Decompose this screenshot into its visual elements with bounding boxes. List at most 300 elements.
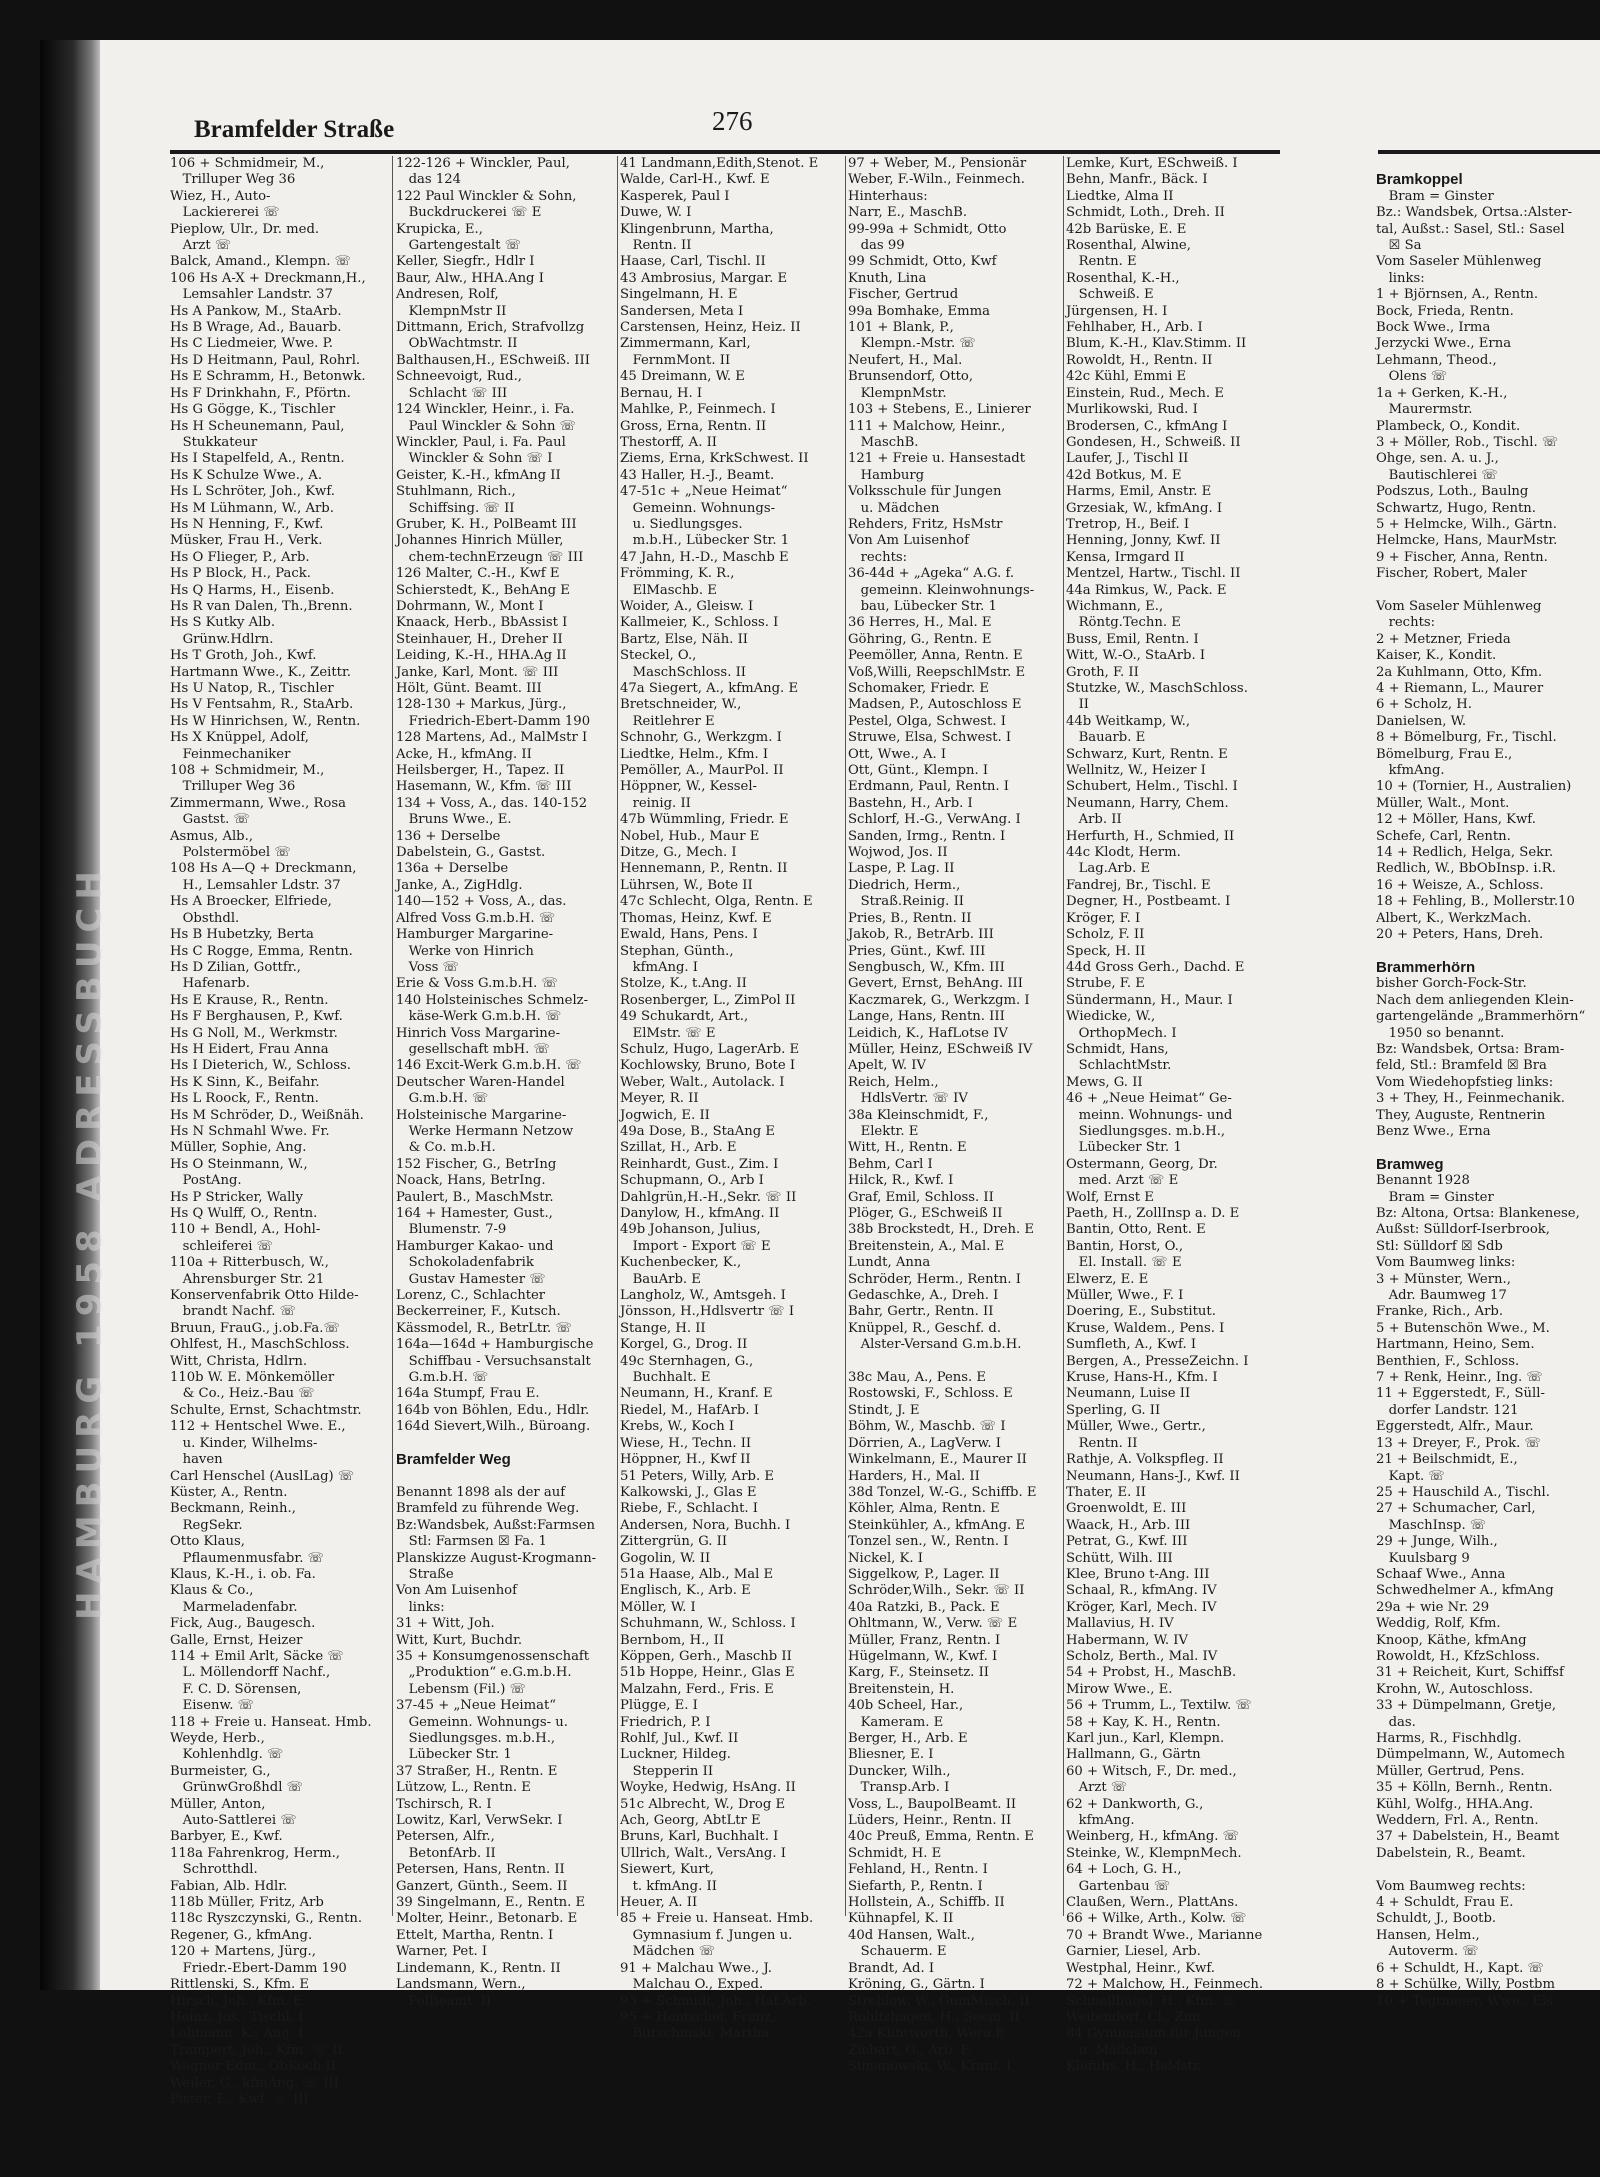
directory-entry: Schiffbau - Versuchsanstalt [396,1353,591,1369]
directory-entry: Hs F Berghausen, P., Kwf. [170,1009,343,1025]
directory-entry: Jakob, R., BetrArb. III [848,927,994,943]
directory-entry: Bernau, H. I [620,385,703,401]
directory-entry: Elektr. E [848,1123,919,1139]
directory-entry: Olens ☏ [1376,369,1448,385]
directory-entry: Behm, Carl I [848,1156,933,1172]
directory-entry: Kaczmarek, G., Werkzgm. I [848,992,1030,1008]
street-heading: Bramkoppel [1376,171,1463,189]
directory-entry: Von Am Luisenhof [848,533,970,549]
directory-entry: Berger, H., Arb. E [848,1731,968,1746]
directory-entry: Danielsen, W. [1376,713,1467,729]
directory-entry: Barbyer, E., Kwf. [170,1829,283,1845]
directory-entry: Schlacht ☏ III [396,385,508,401]
directory-entry: 124 Winckler, Heinr., i. Fa. [396,402,575,418]
directory-entry: Kohlenhdlg. ☏ [170,1747,284,1763]
directory-entry: Schwartz, Hugo, Rentn. [1376,500,1536,516]
directory-entry: 6 + Scholz, H. [1376,697,1472,713]
directory-entry: tal, Außst.: Sasel, Stl.: Sasel [1376,221,1565,237]
directory-entry: meinn. Wohnungs- und [1066,1107,1233,1123]
directory-entry: Ohge, sen. A. u. J., [1376,451,1499,467]
directory-entry: 111 + Malchow, Heinr., [848,418,1006,434]
directory-entry: Schauerm. E [848,1944,947,1960]
directory-entry: Lange, Hans, Rentn. III [848,1009,1005,1025]
directory-entry: Grünw.Hdlrn. [170,631,274,647]
directory-entry: Gruber, K. H., PolBeamt III [396,516,577,532]
directory-entry: Höppner, H., Kwf II [620,1452,751,1468]
directory-entry: Transp.Arb. I [848,1780,950,1796]
directory-entry: Einstein, Rud., Mech. E [1066,385,1224,401]
directory-entry: Gymnasium f. Jungen u. [620,1927,793,1943]
directory-entry: Stuhlmann, Rich., [396,484,516,500]
directory-entry: Herfurth, H., Schmied, II [1066,828,1235,844]
directory-entry: Kröning, G., Gärtn. I [848,1977,985,1993]
directory-entry: Hs O Flieger, P., Arb. [170,549,310,565]
directory-entry: Lüders, Heinr., Rentn. II [848,1813,1012,1829]
directory-entry: Duwe, W. I [620,205,692,221]
directory-entry: Siefarth, P., Rentn. I [848,1878,983,1894]
directory-entry: Fehlhaber, H., Arb. I [1066,320,1203,336]
directory-entry: rechts: [848,549,908,565]
directory-entry: Kühnapfel, K. II [848,1911,954,1927]
directory-entry: Mallavius, H. IV [1066,1616,1174,1632]
directory-entry: Steinhauer, H., Dreher II [396,631,563,647]
directory-entry: Pieplow, Ulr., Dr. med. [170,221,320,237]
directory-entry: med. Arzt ☏ E [1066,1173,1179,1189]
directory-entry: Winckler & Sohn ☏ I [396,451,553,467]
directory-entry: Mädchen ☏ [620,1944,716,1960]
directory-entry: Neufert, H., Mal. [848,352,963,368]
directory-entry: Import - Export ☏ E [620,1238,771,1254]
column-divider [617,156,618,1916]
directory-entry: Benthien, F., Schloss. [1376,1353,1520,1369]
directory-column-6 [1376,156,1600,2009]
directory-entry: FernmMont. II [620,352,731,368]
right-column-rule [1378,150,1600,154]
directory-entry: Arb. II [1066,812,1122,828]
directory-entry: 140 Holsteinisches Schmelz- [396,992,589,1008]
directory-entry: 41 Landmann,Edith,Stenot. E [620,156,819,171]
directory-entry: Breitenstein, A., Mal. E [848,1238,1005,1254]
directory-entry: 13 + Dreyer, F., Prok. ☏ [1376,1435,1542,1451]
directory-entry: Lübecker Str. 1 [1066,1140,1182,1156]
directory-entry: Petrat, G., Kwf. III [1066,1534,1188,1550]
directory-entry: Stephan, Günth., [620,943,734,959]
directory-entry: Schmidt, H. E [848,1845,942,1861]
directory-entry: Janke, Karl, Mont. ☏ III [396,664,559,680]
directory-entry: Simanowski, W., Kranf. I [848,2059,1012,2075]
directory-entry: 43 Haller, H.-J., Beamt. [620,467,775,483]
directory-entry: 112 + Hentschel Wwe. E., [170,1419,346,1435]
directory-entry: Schütt, Wilh. III [1066,1550,1173,1566]
directory-entry: Hs K Sinn, K., Beifahr. [170,1074,320,1090]
directory-entry: Madsen, P., Autoschloss E [848,697,1022,713]
directory-entry: Hilck, R., Kwf. I [848,1173,954,1189]
directory-entry: Schweiß. E [1066,287,1154,303]
directory-entry: Vom Saseler Mühlenweg [1376,254,1542,270]
directory-entry: Westphal, Heinr., Kwf. [1066,1960,1215,1976]
directory-entry: 126 Malter, C.-H., Kwf E [396,566,560,582]
directory-entry: Weber, F.-Wiln., Feinmech. [848,172,1025,188]
directory-entry: Schomaker, Friedr. E [848,681,990,696]
directory-entry: „Produktion“ e.G.m.b.H. [396,1665,572,1681]
directory-entry: 29 + Junge, Wilh., [1376,1534,1498,1550]
directory-entry: käse-Werk G.m.b.H. ☏ [396,1009,562,1025]
directory-entry: Fischer, Gertrud [848,287,959,303]
directory-entry: Steinkühler, A., kfmAng. E [848,1517,1026,1533]
directory-entry: Scholz, Berth., Mal. IV [1066,1648,1218,1664]
directory-entry: Brunsendorf, Otto, [848,369,974,385]
directory-entry: MaschB. [848,434,919,450]
directory-entry: Bock Wwe., Irma [1376,320,1491,336]
directory-entry: Müller, Wwe., Gertr., [1066,1419,1206,1435]
directory-entry: Ditze, G., Mech. I [620,845,737,861]
directory-entry: 10 + Tegtmeier, Wwe., Els [1376,1993,1553,2009]
directory-entry: 2a Kuhlmann, Otto, Kfm. [1376,664,1543,680]
directory-entry: Dahlgrün,H.-H.,Sekr. ☏ II [620,1189,797,1205]
directory-entry: 122 Paul Winckler & Sohn, [396,188,577,204]
directory-entry: Acke, H., kfmAng. II [396,746,532,762]
directory-entry: Schwedhelmer A., kfmAng [1376,1583,1554,1599]
directory-entry: 110b W. E. Mönkemöller [170,1370,335,1386]
directory-entry: Siedlungsges. m.b.H., [396,1731,556,1746]
directory-entry: Kochlowsky, Bruno, Bote I [620,1058,796,1074]
directory-entry: Wiedicke, W., [1066,1009,1156,1025]
directory-entry [396,1469,614,1485]
directory-entry: GrünwGroßhdl ☏ [170,1780,304,1796]
directory-entry: Malchau O., Exped. [620,1977,764,1993]
directory-entry: Andersen, Nora, Buchh. I [620,1517,791,1533]
page-number: 276 [712,106,753,136]
directory-entry: Helmcke, Hans, MaurMstr. [1376,533,1558,549]
directory-entry: 146 Excit-Werk G.m.b.H. ☏ [396,1058,582,1074]
directory-entry: II [1066,697,1089,713]
directory-entry: Hs C Liedmeier, Wwe. P. [170,336,333,352]
directory-entry: F. C. D. Sörensen, [170,1681,302,1697]
directory-entry: Maurermstr. [1376,402,1473,418]
column-divider [392,156,393,1916]
directory-entry: Hs L Roock, F., Rentn. [170,1091,319,1107]
directory-entry: Gevert, Ernst, BehAng. III [848,976,1023,992]
directory-entry: Benannt 1898 als der auf [396,1484,566,1500]
directory-entry: 6 + Schuldt, H., Kapt. ☏ [1376,1960,1544,1976]
directory-entry: Hs N Henning, F., Kwf. [170,516,324,532]
directory-entry: Klingenbrunn, Martha, [620,221,774,237]
directory-entry: Pflaumenmusfabr. ☏ [170,1550,325,1566]
directory-entry: Buckdruckerei ☏ E [396,205,542,221]
directory-entry: Galle, Ernst, Heizer [170,1632,303,1648]
directory-entry: 38c Mau, A., Pens. E [848,1370,987,1386]
directory-entry: Klee, Bruno t-Ang. III [1066,1566,1210,1582]
directory-entry: 84 Gymnasium für Jungen [1066,2026,1241,2042]
directory-entry: Wichmann, E., [1066,598,1164,614]
directory-entry: 56 + Trumm, L., Textilw. ☏ [1066,1698,1252,1714]
directory-entry: Langholz, W., Amtsgeh. I [620,1288,786,1304]
directory-entry: Liedtke, Helm., Kfm. I [620,746,769,762]
directory-entry: 121 + Freie u. Hansestadt [848,451,1026,467]
directory-entry: Lebensm (Fil.) ☏ [396,1681,527,1697]
directory-entry: Kässmodel, R., BetrLtr. ☏ [396,1320,572,1336]
directory-entry: Singelmann, H. E [620,287,738,303]
directory-entry: 134 + Voss, A., das. 140-152 [396,795,588,811]
directory-entry: Balck, Amand., Klempn. ☏ [170,254,352,270]
directory-entry: HdlsVertr. ☏ IV [848,1091,968,1107]
directory-entry: Carl Henschel (AuslLag) ☏ [170,1468,355,1484]
page-title: Bramfelder Straße [194,116,395,143]
directory-entry: 95 + Hentschel, Franz, [620,2009,776,2025]
directory-entry: Eggerstedt, Alfr., Maur. [1376,1419,1534,1435]
directory-entry: 110a + Ritterbusch, W., [170,1255,329,1271]
directory-entry [1376,1140,1600,1156]
directory-entry: Friedrich, P. I [620,1714,711,1730]
directory-entry: Trampert, Joh., Kfm. ☏ II [170,2042,343,2058]
directory-entry: Doering, E., Substitut. [1066,1304,1216,1320]
directory-entry: Wiese, H., Techn. II [620,1435,752,1451]
column-divider [1063,156,1064,1916]
directory-entry: Jerzycki Wwe., Erna [1376,336,1512,352]
directory-column-1 [170,156,388,2107]
directory-entry: PostAng. [170,1173,242,1189]
directory-entry: Schulz, Hugo, LagerArb. E [620,1041,800,1057]
directory-entry: Fehland, H., Rentn. I [848,1862,988,1878]
directory-entry: Gastst. ☏ [170,812,250,828]
directory-entry: Brandt, Ad. I [848,1960,935,1976]
directory-entry: 35 + Kölln, Bernh., Rentn. [1376,1780,1553,1796]
directory-entry: 12 + Möller, Hans, Kwf. [1376,812,1536,828]
directory-entry: Schuhmann, W., Schloss. I [620,1616,796,1632]
directory-entry: brandt Nachf. ☏ [170,1304,297,1320]
directory-entry: Leiding, K.-H., HHA.Ag II [396,648,567,664]
directory-entry: Hs D Heitmann, Paul, Rohrl. [170,352,361,368]
directory-entry: Ewald, Hans, Pens. I [620,927,758,943]
directory-entry: 39 Singelmann, E., Rentn. E [396,1895,586,1911]
directory-entry: Hs L Schröter, Joh., Kwf. [170,484,335,500]
directory-entry: Kapt. ☏ [1376,1468,1445,1484]
directory-entry: Müller, Heinz, ESchweiß IV [848,1041,1033,1057]
directory-entry: 60 + Witsch, F., Dr. med., [1066,1763,1237,1779]
directory-entry: Bruns, Karl, Buchhalt. I [620,1829,779,1845]
directory-entry: Reich, Helm., [848,1074,939,1090]
directory-entry: Voss ☏ [396,959,460,975]
directory-entry: Hs A Pankow, M., StaArb. [170,303,342,319]
directory-entry: Paeth, H., ZollInsp a. D. E [1066,1206,1240,1221]
directory-entry: 37 + Dabelstein, H., Beamt [1376,1829,1560,1845]
directory-entry: Hs E Schramm, H., Betonwk. [170,369,366,385]
directory-entry: 38b Brockstedt, H., Dreh. E [848,1222,1034,1238]
directory-entry: u. Mädchen [848,500,940,516]
directory-entry: 51 Peters, Willy, Arb. E [620,1468,774,1484]
directory-entry: 136a + Derselbe [396,861,509,877]
directory-entry: Lowitz, Karl, VerwSekr. I [396,1813,563,1829]
directory-entry: Tretrop, H., Beif. I [1066,516,1190,532]
directory-entry: Stl: Sülldorf ☒ Sdb [1376,1238,1503,1254]
directory-entry: Tonzel sen., W., Rentn. I [848,1534,1009,1550]
directory-entry: 103 + Stebens, E., Linierer [848,402,1031,418]
directory-entry: Bz.: Wandsbek, Ortsa.:Alster- [1376,205,1573,221]
directory-entry: 20 + Peters, Hans, Dreh. [1376,927,1544,943]
directory-entry: Klaus, K.-H., i. ob. Fa. [170,1566,316,1582]
directory-entry: Keller, Siegfr., Hdlr I [396,254,535,270]
directory-entry: 164d Sievert,Wilh., Büroang. [396,1419,591,1435]
directory-entry: 99-99a + Schmidt, Otto [848,221,1007,237]
directory-entry: Bergen, A., PresseZeichn. I [1066,1353,1249,1369]
directory-entry: 110 + Bendl, A., Hohl- [170,1222,321,1238]
directory-entry: Planskizze August-Krogmann- [396,1550,597,1566]
directory-entry: Molter, Heinr., Betonarb. E [396,1911,578,1927]
directory-entry: Lohmann, K., Ang. I [170,2026,304,2042]
directory-entry: Grzesiak, W., kfmAng. I [1066,500,1223,516]
directory-entry: Weber, Walt., Autolack. I [620,1074,785,1090]
directory-entry: Konservenfabrik Otto Hilde- [170,1288,359,1304]
column-divider [845,156,846,1916]
directory-entry: Alster-Versand G.m.b.H. [848,1337,1022,1353]
directory-entry: Dittmann, Erich, Strafvollzg [396,320,585,336]
directory-entry: 54 + Probst, H., MaschB. [1066,1665,1237,1681]
directory-entry: 1a + Gerken, K.-H., [1376,385,1508,401]
directory-entry: Schierstedt, K., BehAng E [396,582,570,598]
directory-entry: Hansen, Helm., [1376,1927,1480,1943]
directory-entry: BetonfArb. II [396,1845,496,1861]
directory-entry: Kameram. E [848,1714,944,1730]
directory-entry: Reinhardt, Gust., Zim. I [620,1156,779,1172]
directory-entry: Schulte, Ernst, Schachtmstr. [170,1402,362,1418]
directory-entry: 47-51c + „Neue Heimat“ [620,484,788,500]
directory-entry: Rosenthal, K.-H., [1066,270,1180,286]
directory-entry: Hamburg [848,467,925,483]
directory-entry: Zittergrün, G. II [620,1534,728,1550]
directory-entry: Rowoldt, H., Rentn. II [1066,352,1213,368]
directory-entry: Bretschneider, W., [620,697,742,713]
directory-entry: Hs I Dieterich, W., Schloss. [170,1058,351,1074]
directory-entry: Hs C Rogge, Emma, Rentn. [170,943,353,959]
directory-entry: 1950 so benannt. [1376,1025,1505,1041]
directory-entry: Klefuhs, H., HsMstr. [1066,2059,1202,2075]
directory-entry: Mews, G. II [1066,1074,1143,1090]
directory-entry: 42c Kühl, Emmi E [1066,369,1187,385]
directory-entry: Stindt, J. E [848,1402,920,1418]
directory-entry: Müller, Gertrud, Pens. [1376,1763,1525,1779]
directory-entry: Lemke, Kurt, ESchweiß. I [1066,156,1238,171]
directory-entry: 27 + Schumacher, Carl, [1376,1501,1536,1517]
directory-entry: Podszus, Loth., Baulng [1376,484,1529,500]
directory-entry: L. Möllendorff Nachf., [170,1665,331,1681]
directory-entry: Mirow Wwe., E. [1066,1681,1173,1697]
directory-entry [1376,583,1600,599]
directory-entry: Schröder, Herm., Rentn. I [848,1271,1021,1287]
directory-entry: 5 + Butenschön Wwe., M. [1376,1320,1550,1336]
directory-entry: Burschinski, Martha [620,2026,770,2042]
directory-entry: Schnellbügel, H., Kfm. ☏ [1066,1993,1238,2009]
directory-entry: Polstermöbel ☏ [170,845,291,861]
directory-entry: Kallmeier, K., Schloss. I [620,615,779,631]
directory-entry: Benannt 1928 [1376,1173,1470,1189]
directory-entry: Schmidt, Hans, [1066,1041,1169,1057]
directory-entry: Volksschule für Jungen [848,484,1002,500]
directory-entry: Gondesen, H., Schweiß. II [1066,434,1241,450]
directory-entry: Speck, H. II [1066,943,1146,959]
directory-entry: Hs R van Dalen, Th.,Brenn. [170,598,353,614]
directory-entry: Harders, H., Mal. II [848,1468,980,1484]
directory-entry: Gemeinn. Wohnungs- u. [396,1714,568,1730]
directory-entry: Straß.Reinig. II [848,894,964,910]
directory-entry: Mahlke, P., Feinmech. I [620,402,776,418]
directory-entry: Lübecker Str. 1 [396,1747,512,1763]
directory-entry: Pries, B., Rentn. II [848,910,972,926]
directory-entry: Vom Baumweg rechts: [1376,1878,1526,1894]
directory-entry: Malzahn, Ferd., Fris. E [620,1681,774,1697]
directory-entry: Krebs, W., Koch I [620,1419,735,1435]
directory-entry: Buss, Emil, Rentn. I [1066,631,1199,647]
directory-entry: Kruse, Waldem., Pens. I [1066,1320,1225,1336]
directory-entry: Hamburger Kakao- und [396,1238,554,1254]
directory-entry: Autoverm. ☏ [1376,1944,1479,1960]
directory-entry: Blumenstr. 7-9 [396,1222,507,1238]
directory-entry: Neumann, H., Kranf. E [620,1386,773,1402]
directory-entry: & Co., Heiz.-Bau ☏ [170,1386,315,1402]
directory-entry: Weinberg, H., kfmAng. ☏ [1066,1829,1240,1845]
directory-entry: Knaack, Herb., BbAssist I [396,615,568,631]
directory-entry: Streblow, W., GumMisch. II [848,1993,1030,2009]
directory-entry: Riebe, F., Schlacht. I [620,1501,759,1517]
directory-entry: Fick, Aug., Baugesch. [170,1616,316,1632]
directory-entry: Baur, Alw., HHA.Ang I [396,270,544,286]
directory-entry: Kröger, Karl, Mech. IV [1066,1599,1217,1615]
directory-entry: Riedel, M., HafArb. I [620,1402,759,1418]
directory-entry: Müller, Sophie, Ang. [170,1140,307,1156]
directory-entry: dorfer Landstr. 121 [1376,1402,1519,1418]
directory-entry: Strube, F. E [1066,976,1145,992]
directory-entry: Vom Saseler Mühlenweg [1376,598,1542,614]
directory-entry: Plügge, E. I [620,1698,698,1714]
directory-entry: Schrotthdl. [170,1862,258,1878]
directory-entry: Kuulsbarg 9 [1376,1550,1470,1566]
directory-entry: Andresen, Rolf, [396,287,499,303]
directory-entry: G.m.b.H. ☏ [396,1091,489,1107]
directory-entry: Zimmermann, Wwe., Rosa [170,795,346,811]
directory-entry: Witt, Kurt, Buchdr. [396,1632,523,1648]
directory-entry: Stolze, K., t.Ang. II [620,976,747,992]
directory-entry: Hs W Hinrichsen, W., Rentn. [170,713,361,729]
directory-entry: 3 + Münster, Wern., [1376,1271,1511,1287]
directory-entry: 72 + Malchow, H., Feinmech. [1066,1977,1264,1993]
directory-entry: Hs O Steinmann, W., [170,1156,308,1172]
directory-entry: Außst: Sülldorf-Iserbrook, [1376,1222,1550,1238]
directory-entry: Henning, Jonny, Kwf. II [1066,533,1221,549]
directory-entry: Knüppel, R., Geschf. d. [848,1320,1002,1336]
directory-entry: 99 Schmidt, Otto, Kwf [848,254,997,270]
directory-entry: Hirsch, Joh., Kfm. E [170,1993,303,2009]
directory-entry: 3 + They, H., Feinmechanik. [1376,1091,1565,1107]
directory-entry: Obsthdl. [170,910,240,926]
directory-entry: Hs H Scheunemann, Paul, [170,418,345,434]
directory-entry: Hs P Block, H., Pack. [170,566,311,582]
directory-entry: 37 Straßer, H., Rentn. E [396,1763,558,1779]
directory-entry: Müller, Wwe., F. I [1066,1288,1184,1304]
directory-entry: 31 + Witt, Joh. [396,1616,495,1632]
directory-entry: Jogwich, E. II [620,1107,710,1123]
directory-entry: Wellnitz, W., Heizer I [1066,763,1206,779]
directory-entry: Schmidt, Loth., Dreh. II [1066,205,1225,221]
directory-entry: 31 + Reicheit, Kurt, Schiffsf [1376,1665,1564,1681]
directory-entry: das 124 [396,172,462,188]
directory-entry: Erdmann, Paul, Rentn. I [848,779,1009,795]
directory-entry: Krupicka, E., [396,221,483,237]
directory-entry: Gedaschke, A., Dreh. I [848,1288,999,1304]
directory-entry: 40c Preuß, Emma, Rentn. E [848,1829,1034,1845]
directory-entry: Wiez, H., Auto- [170,188,271,204]
directory-entry: Ostermann, Georg, Dr. [1066,1156,1218,1172]
directory-entry: Hartmann Wwe., K., Zeittr. [170,664,351,680]
directory-entry: Rohlfshagen, H., Seem. II [848,2009,1020,2025]
